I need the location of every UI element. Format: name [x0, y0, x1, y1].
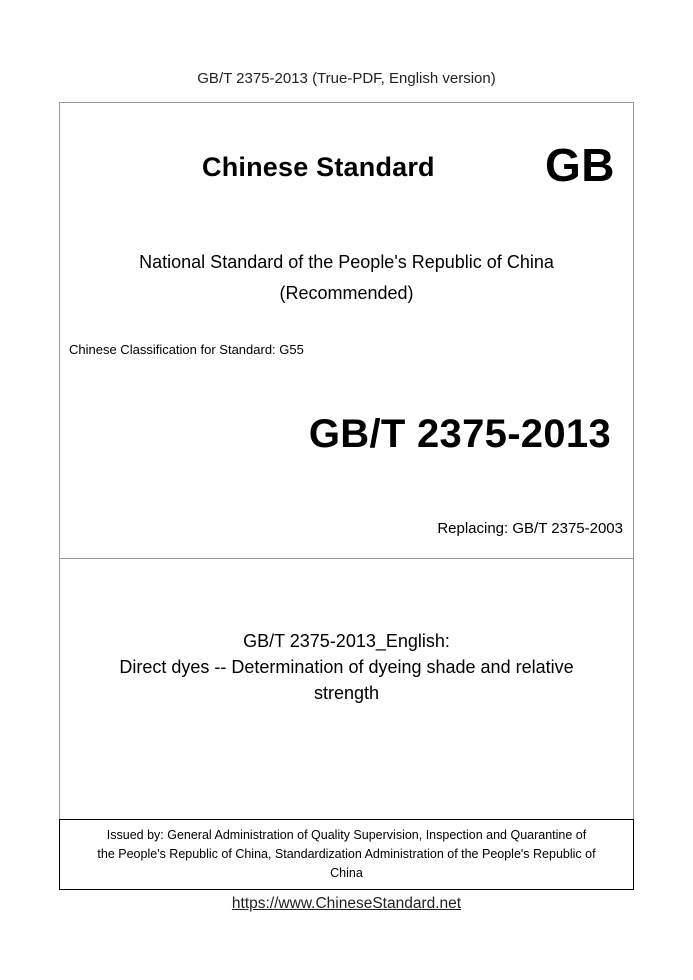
- replacing-line: Replacing: GB/T 2375-2003: [437, 520, 623, 537]
- standard-title-line-1: GB/T 2375-2013_English:: [243, 631, 450, 651]
- issuer-line-1: Issued by: General Administration of Quality Supervision, Inspection and Quarantine of: [106, 828, 587, 842]
- standard-number: GB/T 2375-2013: [308, 412, 611, 456]
- cover-title: Chinese Standard: [202, 152, 435, 182]
- standard-title-line-2: Direct dyes -- Determination of dyeing shade and relative: [119, 657, 574, 677]
- issuer-line-3: China: [330, 866, 363, 880]
- classification-line: Chinese Classification for Standard: G55: [69, 342, 304, 357]
- standard-title-line-3: strength: [313, 683, 380, 703]
- issuer-line-2: the People's Republic of China, Standardization Administration of the People's Republic of: [97, 847, 596, 861]
- recommended-line: (Recommended): [279, 283, 414, 303]
- document-header: GB/T 2375-2013 (True-PDF, English version): [197, 70, 496, 87]
- national-standard-line: National Standard of the People's Republic of China: [139, 252, 554, 272]
- gb-mark: GB: [545, 139, 615, 191]
- issuer-text: [59, 826, 634, 883]
- standard-title: [59, 628, 634, 706]
- website-link[interactable]: https://www.ChineseStandard.net: [231, 895, 462, 912]
